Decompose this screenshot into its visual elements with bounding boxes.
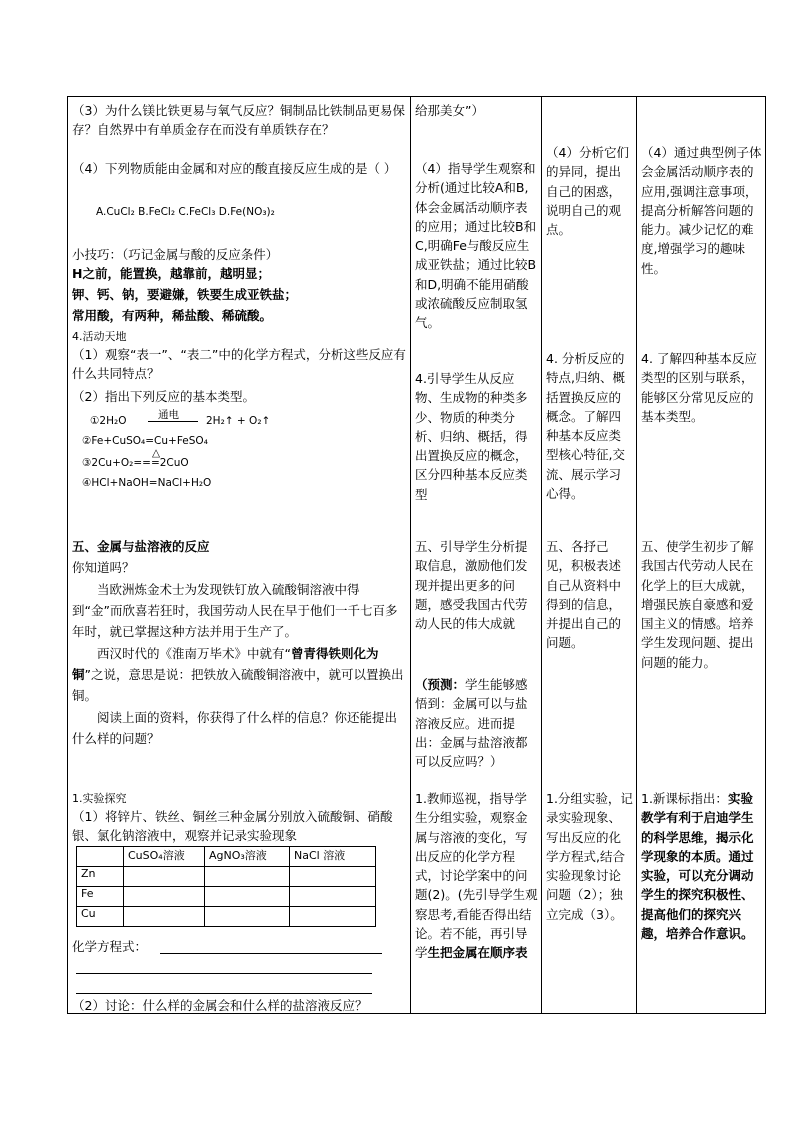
student-activity-column: [542, 97, 637, 1014]
question-3: （3）为什么镁比铁更易与氧气反应？铜制品比铁制品更易保存？自然界中有单质金存在而没有单质铁存在？: [72, 103, 405, 138]
table-row: [77, 867, 376, 887]
tip-title: 小技巧：（巧记金属与酸的反应条件）: [72, 247, 279, 262]
student-activity-experiment: 1.分组实验，记录实验现象、写出反应的化学方程式,结合实验现象讨论问题（2）；独立完成（3）。: [546, 791, 633, 922]
table-cell[interactable]: [205, 867, 290, 887]
design-intent-4: （4）通过典型例子体会金属活动顺序表的应用,强调注意事项，提高分析解答问题的能力。减少记忆的难度,增强学习的趣味性。: [641, 145, 762, 276]
teacher-experiment-bold: 生把金属在顺序表: [427, 945, 528, 961]
table-row: [77, 887, 376, 907]
table-cell[interactable]: [205, 907, 290, 927]
table-cell[interactable]: [124, 867, 205, 887]
section-5-paragraph-3: 阅读上面的资料，你获得了什么样的信息？你还能提出什么样的问题？: [72, 710, 398, 746]
equation-1-condition: 通电: [158, 409, 179, 421]
answer-line[interactable]: [76, 993, 372, 994]
teacher-guide-activity: 4.引导学生从反应物、生成物的种类多少、物质的种类分析、归纳、概括，得出置换反应的概念，区分四种基本反应类型: [415, 371, 528, 502]
table-cell[interactable]: [290, 867, 376, 887]
activity-question-2: （2）指出下列反应的基本类型。: [72, 389, 255, 404]
design-intent-intro: 1.新课标指出：: [641, 791, 728, 806]
section-5-paragraph-2-a: 西汉时代的《淮南万毕术》中就有“: [97, 646, 291, 661]
section-5-paragraph-1: 当欧洲炼金术士为发现铁钉放入硫酸铜溶液中得到“金”而欣喜若狂时，我国劳动人民在早于他们一千七百多年时，就已掌握这种方法并用于生产了。: [72, 582, 398, 639]
table-cell[interactable]: [124, 887, 205, 907]
experiment-title: 1.实验探究: [72, 792, 127, 805]
discussion-question: （2）讨论：什么样的金属会和什么样的盐溶液反应？: [72, 998, 368, 1013]
table-cell: Cu: [77, 907, 124, 927]
equation-2: ②Fe+CuSO₄=Cu+FeSO₄: [82, 435, 208, 447]
table-cell: Fe: [77, 887, 124, 907]
lesson-plan-page: [67, 96, 762, 1014]
teacher-guide-4: （4）指导学生观察和分析(通过比较A和B,体会金属活动顺序表的应用；通过比较B和C,明确Fe与酸反应生成亚铁盐；通过比较B和D,明确不能用硝酸或浓硫酸反应制取氢气。: [415, 161, 537, 331]
table-header-cell: CuSO₄溶液: [124, 847, 205, 867]
student-activity-section-5: 五、各抒己见，积极表述自己从资料中得到的信息，并提出自己的问题。: [546, 539, 622, 651]
section-5-paragraph-2-c: ”之说，意思是说：把铁放入硫酸铜溶液中，就可以置换出铜。: [72, 667, 404, 703]
equation-1-arrow: [148, 421, 198, 422]
lesson-plan-table: [67, 96, 766, 1014]
student-activity-activity: 4. 分析反应的特点,归纳、概括置换反应的概念。了解四种基本反应类型核心特征,交流、展示学习心得。: [546, 351, 625, 502]
content-column: [68, 97, 411, 1014]
table-cell[interactable]: [290, 887, 376, 907]
teacher-top-text: 给那美女”）: [415, 103, 484, 118]
activity-question-1: （1）观察“表一”、“表二”中的化学方程式，分析这些反应有什么共同特点？: [72, 347, 406, 382]
question-4: （4）下列物质能由金属和对应的酸直接反应生成的是（ ）: [72, 161, 397, 176]
design-intent-bold: 实验教学有利于启迪学生的科学思维，揭示化学现象的本质。通过实验，可以充分调动学生的探究积极性、提高他们的探究兴趣，培养合作意识。: [641, 791, 754, 942]
tip-line-1: H之前，能置换，越靠前，越明显；: [72, 266, 270, 281]
table-header-cell: AgNO₃溶液: [205, 847, 290, 867]
design-intent-section-5: 五、使学生初步了解我国古代劳动人民在化学上的巨大成就，增强民族自豪感和爱国主义的情感。培养学生发现问题、提出问题的能力。: [641, 539, 754, 670]
design-intent-experiment: [641, 789, 762, 943]
table-header-cell: NaCl 溶液: [290, 847, 376, 867]
section-5-paragraph-2: [72, 643, 407, 706]
design-intent-column: [637, 97, 766, 1014]
teacher-activity-column: [411, 97, 542, 1014]
table-cell: Zn: [77, 867, 124, 887]
table-header-cell: [77, 847, 124, 867]
table-row: [77, 907, 376, 927]
teacher-guide-section-5: 五、引导学生分析提取信息，激励他们发现并提出更多的问题，感受我国古代劳动人民的伟大成就: [415, 539, 528, 632]
prediction-label: （预测：: [415, 677, 466, 692]
table-cell[interactable]: [290, 907, 376, 927]
answer-line[interactable]: [160, 953, 382, 954]
equation-1-right: 2H₂↑ + O₂↑: [206, 415, 271, 427]
table-cell[interactable]: [124, 907, 205, 927]
answer-line[interactable]: [76, 973, 372, 974]
equation-3-condition: △: [152, 447, 161, 459]
experiment-table-header: [77, 847, 376, 867]
activity-title: 4.活动天地: [72, 330, 127, 343]
equation-4: ④HCl+NaOH=NaCl+H₂O: [82, 477, 212, 489]
student-activity-4: （4）分析它们的异同，提出自己的困惑，说明自己的观点。: [546, 145, 629, 238]
tip-line-2: 钾、钙、钠，要避嫌，铁要生成亚铁盐；: [72, 287, 298, 302]
table-cell[interactable]: [205, 887, 290, 907]
teacher-experiment-text: 1.教师巡视，指导学生分组实验，观察金属与溶液的变化，写出反应的化学方程式，讨论学案中的问题(2)。(先引导学生观察思考,看能否得出结论。若不能，再引导学: [415, 791, 538, 961]
section-5-question: 你知道吗？: [72, 560, 135, 575]
prediction-text: 学生能够感悟到：金属可以与盐溶液反应。进而提出：金属与盐溶液都可以反应吗？）: [415, 677, 528, 770]
teacher-prediction: [415, 675, 538, 771]
section-5-title: 五、金属与盐溶液的反应: [72, 539, 210, 554]
design-intent-activity: 4. 了解四种基本反应类型的区别与联系，能够区分常见反应的基本类型。: [641, 351, 757, 424]
experiment-table: [76, 846, 376, 927]
equation-label: 化学方程式：: [72, 939, 148, 954]
tip-line-3: 常用酸，有两种，稀盐酸、稀硫酸。: [72, 308, 273, 323]
section-5-quote: 曾青得铁则化为铜: [72, 646, 379, 682]
equation-1-left: ①2H₂O: [90, 415, 127, 427]
equation-3: ③2Cu+O₂===2CuO: [82, 457, 189, 469]
teacher-guide-experiment: [415, 789, 538, 963]
question-4-options: A.CuCl₂ B.FeCl₂ C.FeCl₃ D.Fe(NO₃)₂: [96, 206, 275, 218]
experiment-description: （1）将锌片、铁丝、铜丝三种金属分别放入硫酸铜、硝酸银、氯化钠溶液中，观察并记录实验现象: [72, 809, 393, 844]
